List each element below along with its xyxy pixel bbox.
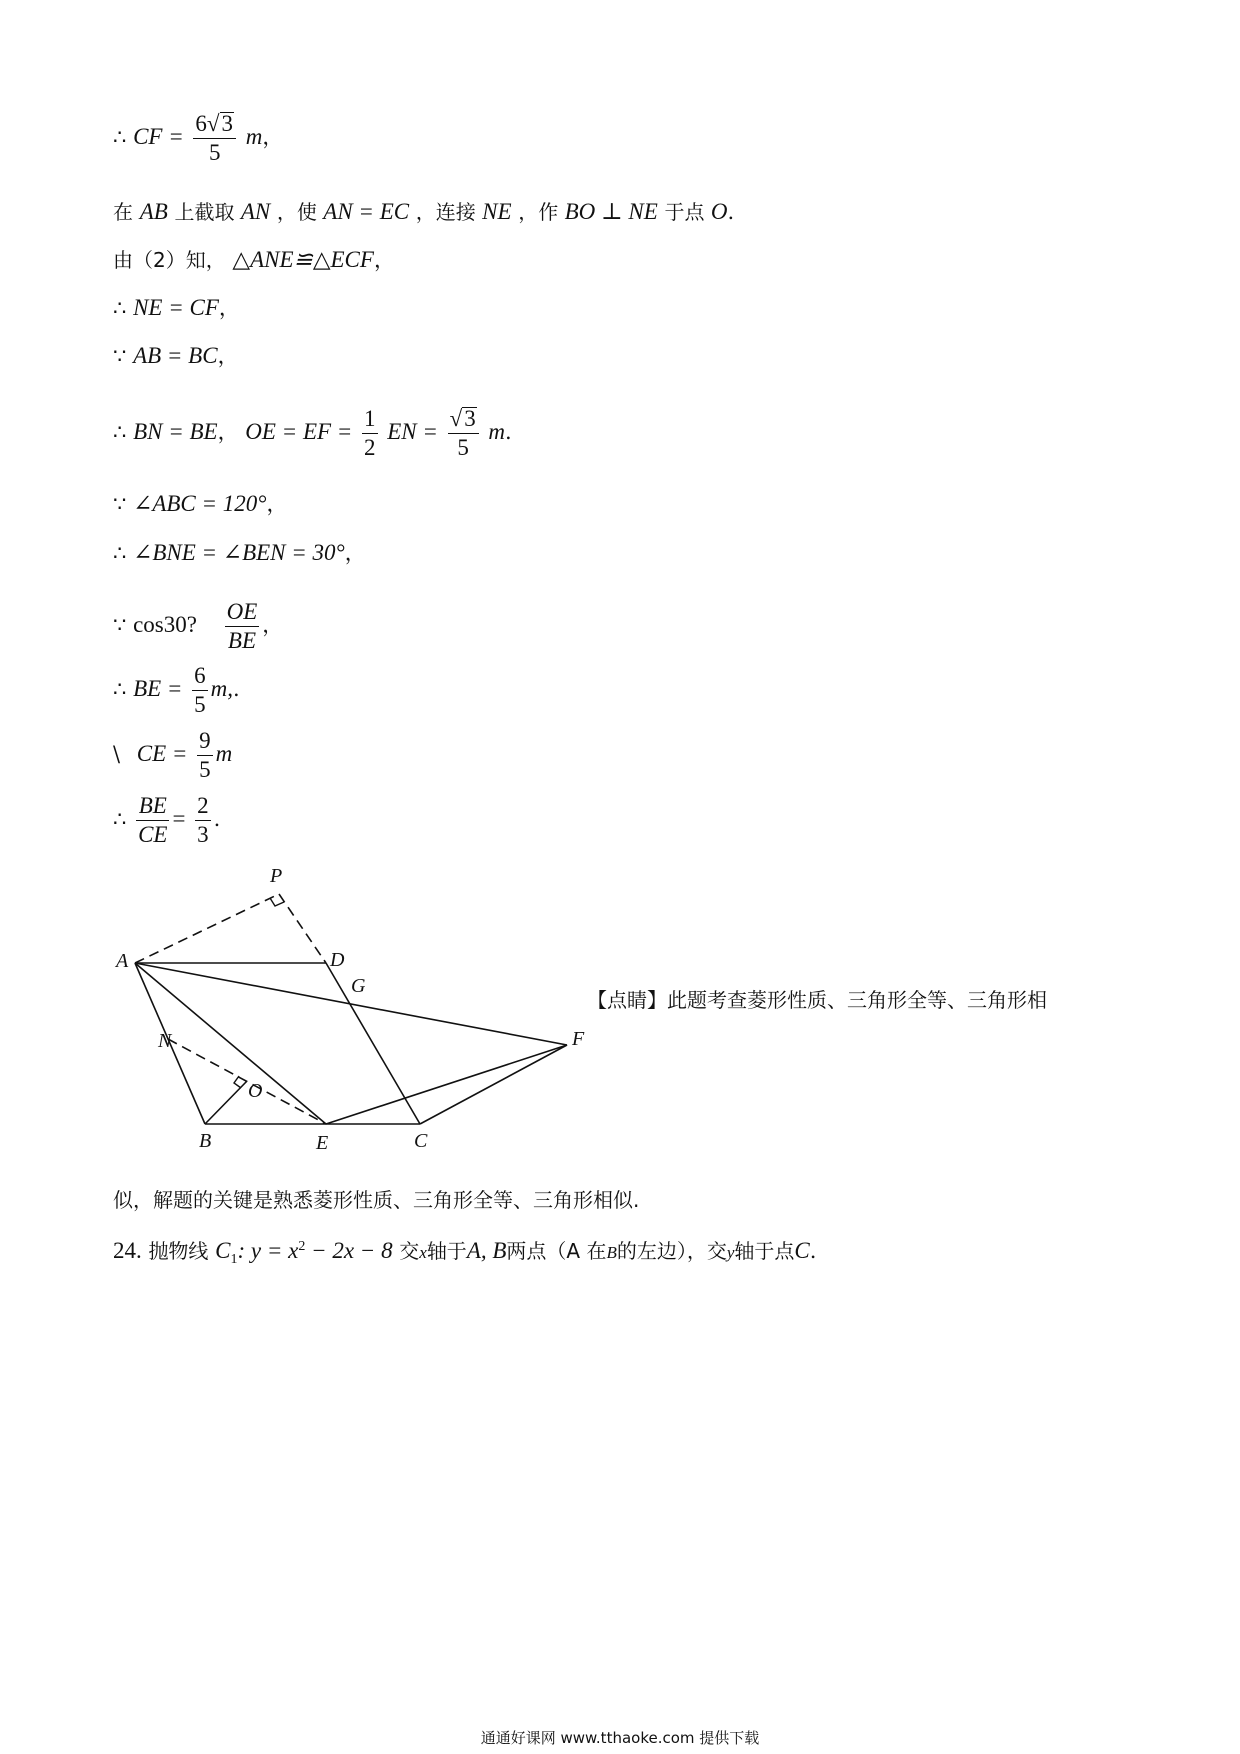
text: 上截取: [174, 200, 241, 224]
segment-PD-dashed: [279, 894, 326, 963]
problem-24: [113, 1232, 816, 1275]
punctuation: .: [809, 1239, 817, 1263]
punctuation: ，: [217, 420, 239, 444]
math-expr: NE: [482, 199, 512, 224]
solution-line-9: [113, 598, 283, 655]
label-E: E: [316, 1132, 329, 1154]
punctuation: .: [505, 420, 512, 444]
label-D: D: [330, 949, 345, 971]
denominator: CE: [138, 822, 168, 847]
text: 在: [113, 200, 133, 224]
numerator: BE: [136, 792, 169, 821]
solution-line-5: [113, 341, 239, 371]
segment-CF: [420, 1045, 567, 1124]
text: 由（2）知，: [113, 248, 226, 272]
backslash-symbol: \: [113, 742, 121, 766]
punctuation: ，: [218, 296, 240, 320]
label-C: C: [414, 1130, 428, 1152]
math-expr: C: [794, 1238, 810, 1263]
numerator: 2: [195, 792, 211, 821]
solution-line-3: [113, 245, 395, 275]
math-expr: AB = BC: [133, 343, 218, 368]
commentary-line-1: 【点睛】此题考查菱形性质、三角形全等、三角形相: [587, 988, 1047, 1012]
numerator: OE: [225, 598, 260, 627]
math-expr: cos30?: [133, 612, 197, 637]
solution-line-8: [113, 538, 366, 568]
footer-source: 通通好课网 www.tthaoke.com 提供下载: [480, 1729, 760, 1747]
solution-line-1: [113, 110, 283, 167]
solution-line-2: [113, 197, 734, 227]
math-expr: AB: [139, 199, 168, 224]
radicand: 3: [464, 406, 476, 431]
text: 于点: [664, 200, 711, 224]
punctuation: ，: [217, 344, 239, 368]
math-expr: y: [726, 1243, 735, 1262]
math-expr: m: [215, 741, 233, 766]
label-A: A: [116, 950, 129, 972]
fraction: [197, 727, 213, 784]
therefore-symbol: ∴: [113, 677, 127, 701]
radicand: 3: [221, 111, 234, 136]
punctuation: ，: [266, 492, 288, 516]
because-symbol: ∵: [113, 492, 127, 516]
math-expr: m,: [210, 676, 233, 701]
math-expr: CE =: [136, 741, 188, 766]
math-expr: NE = CF: [133, 295, 219, 320]
punctuation: ，: [344, 541, 366, 565]
numerator: 1: [362, 405, 378, 434]
therefore-symbol: ∴: [113, 296, 127, 320]
solution-line-6: [113, 405, 512, 462]
text: 轴于点: [734, 1239, 795, 1263]
math-expr: BN = BE: [133, 419, 218, 444]
punctuation: .: [727, 200, 735, 224]
denominator: 5: [194, 692, 206, 717]
text: 交: [399, 1239, 420, 1263]
geometry-figure: [108, 840, 608, 1160]
math-expr: BE =: [133, 676, 183, 701]
denominator: 5: [208, 140, 221, 165]
math-expr: CF =: [133, 124, 184, 149]
math-expr: x: [419, 1243, 427, 1262]
fraction: [225, 598, 260, 655]
therefore-symbol: ∴: [113, 420, 127, 444]
math-expr: AN: [240, 199, 271, 224]
label-F: F: [572, 1028, 585, 1050]
math-expr: : y = x: [237, 1238, 299, 1263]
segment-EF: [326, 1045, 567, 1124]
subscript: 1: [230, 1252, 238, 1268]
segment-NE-dashed: [168, 1039, 326, 1124]
because-symbol: ∵: [113, 344, 127, 368]
numerator: 9: [197, 727, 213, 756]
denominator: 2: [364, 435, 376, 460]
label-G: G: [351, 975, 366, 997]
solution-line-11: [113, 727, 232, 784]
math-expr: A, B: [466, 1238, 507, 1263]
fraction: $\frac{6√3}{5}$: [193, 110, 236, 167]
text: ，连接: [415, 200, 483, 224]
math-expr: BO ⊥ NE: [564, 199, 658, 224]
problem-number: 24.: [113, 1238, 142, 1263]
numerator-coef: 6: [195, 111, 207, 136]
fraction: [362, 405, 378, 462]
segment-AP-dashed: [135, 894, 279, 963]
math-expr: △ANE≌△ECF: [232, 247, 374, 272]
denominator: 3: [197, 822, 209, 847]
text: 两点（A 在: [506, 1239, 607, 1263]
commentary-line-2: 似，解题的关键是熟悉菱形性质、三角形全等、三角形相似.: [113, 1188, 640, 1212]
math-expr: ∠BNE = ∠BEN = 30°: [133, 540, 345, 565]
text: 轴于: [426, 1239, 467, 1263]
math-expr: O: [710, 199, 728, 224]
segment-DC: [326, 963, 420, 1124]
math-expr: B: [606, 1243, 617, 1262]
text: 抛物线: [148, 1239, 209, 1263]
text: ，作: [518, 200, 565, 224]
math-expr: C: [215, 1238, 231, 1263]
label-O: O: [248, 1080, 263, 1102]
because-symbol: ∵: [113, 613, 127, 637]
label-P: P: [270, 865, 283, 887]
punctuation: ，: [262, 613, 284, 637]
math-expr: ∠ABC = 120°: [133, 491, 267, 516]
punctuation: .: [233, 677, 240, 701]
therefore-symbol: ∴: [113, 807, 127, 831]
math-expr: AN = EC: [323, 199, 410, 224]
punctuation: ，: [373, 248, 395, 272]
therefore-symbol: ∴: [113, 541, 127, 565]
punctuation: ，: [262, 125, 284, 149]
label-N: N: [158, 1030, 172, 1052]
text: ，使: [276, 200, 324, 224]
therefore-symbol: ∴: [113, 125, 127, 149]
fraction: $\frac{√3}{5}$: [448, 405, 479, 462]
equals-sign: =: [172, 806, 186, 831]
math-expr: OE = EF =: [245, 419, 353, 444]
solution-line-10: [113, 662, 240, 719]
math-expr: m: [488, 419, 505, 444]
text: 的左边），交: [616, 1239, 727, 1263]
solution-line-4: [113, 293, 240, 323]
superscript: 2: [298, 1239, 306, 1254]
numerator: 6: [192, 662, 208, 691]
denominator: BE: [227, 628, 257, 653]
label-B: B: [199, 1130, 212, 1152]
math-expr: − 2x − 8: [305, 1238, 393, 1263]
denominator: 5: [457, 435, 469, 460]
fraction: [192, 662, 208, 719]
denominator: 5: [199, 757, 211, 782]
solution-line-7: [113, 489, 288, 519]
math-expr: m: [245, 124, 263, 149]
math-expr: EN =: [387, 419, 438, 444]
punctuation: .: [213, 807, 221, 831]
